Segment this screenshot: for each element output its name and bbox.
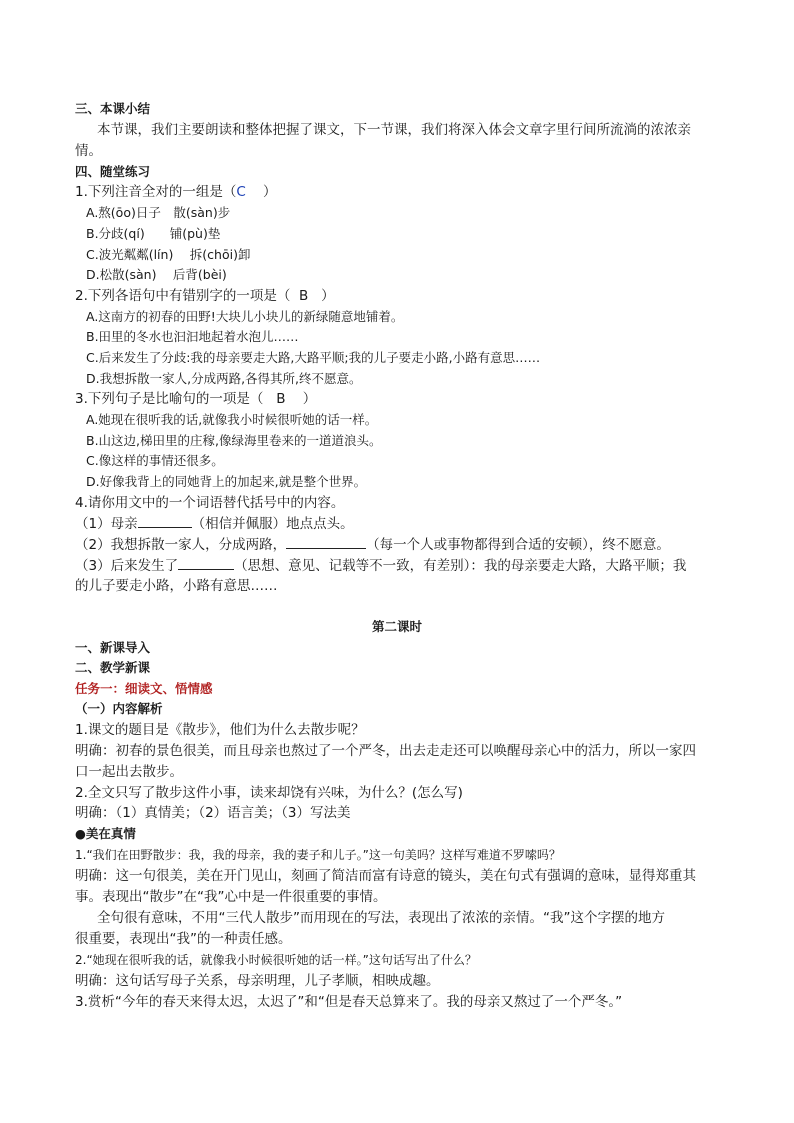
question-1-option-a: A.熬(ōo)日子 散(sàn)步 bbox=[86, 205, 231, 220]
beauty-answer-1-line2: 事。表现出“散步”在“我”心中是一件很重要的事情。 bbox=[75, 889, 387, 905]
question-3-stem: 3.下列句子是比喻句的一项是（ B ） bbox=[75, 391, 317, 407]
beauty-in-sincerity-heading: ●美在真情 bbox=[75, 826, 136, 841]
teaching-heading: 二、教学新课 bbox=[75, 660, 151, 675]
lesson-2-title: 第二课时 bbox=[371, 619, 422, 634]
beauty-question-1: 1.“我们在田野散步：我，我的母亲，我的妻子和儿子。”这一句美吗？这样写难道不罗嗦吗？ bbox=[75, 848, 561, 862]
task-1-heading: 任务一：细读文、悟情感 bbox=[75, 681, 213, 696]
question-4-item-3-continued: 的儿子要走小路，小路有意思…… bbox=[75, 578, 278, 594]
summary-paragraph-line2: 情。 bbox=[75, 143, 102, 159]
question-4-item-2: （2）我想拆散一家人，分成两路， （每一个人或事物都得到合适的安顿），终不愿意。 bbox=[75, 534, 670, 555]
question-3-answer: B bbox=[276, 391, 286, 407]
lesson-answer-1-line1: 明确：初春的景色很美，而且母亲也熬过了一个严冬，出去走走还可以唤醒母亲心中的活力，所以一家四 bbox=[75, 743, 696, 759]
question-2-option-b: B.田里的冬水也汩汩地起着水泡儿…… bbox=[86, 329, 299, 344]
content-analysis-heading: （一）内容解析 bbox=[75, 701, 163, 716]
question-2-option-c: C.后来发生了分歧:我的母亲要走大路,大路平顺;我的儿子要走小路,小路有意思…… bbox=[86, 350, 541, 365]
summary-paragraph-line1: 本节课，我们主要朗读和整体把握了课文，下一节课，我们将深入体会文章字里行间所流淌的浓浓亲 bbox=[97, 122, 691, 138]
question-3-option-d: D.好像我背上的同她背上的加起来,就是整个世界。 bbox=[86, 474, 367, 489]
question-3-option-b: B.山这边,梯田里的庄稼,像绿海里卷来的一道道浪头。 bbox=[86, 433, 382, 448]
question-2-option-d: D.我想拆散一家人,分成两路,各得其所,终不愿意。 bbox=[86, 371, 362, 386]
beauty-question-3: 3.赏析“今年的春天来得太迟，太迟了”和“但是春天总算来了。我的母亲又熬过了一个严冬。” bbox=[75, 994, 623, 1010]
question-1-option-d: D.松散(sàn) 后背(bèi) bbox=[86, 267, 227, 282]
question-1-option-c: C.波光粼粼(lín) 拆(chōi)卸 bbox=[86, 247, 251, 262]
question-3-option-a: A.她现在很听我的话,就像我小时候很听她的话一样。 bbox=[86, 412, 378, 427]
summary-heading: 三、本课小结 bbox=[75, 101, 151, 116]
answer-blank[interactable] bbox=[138, 513, 192, 528]
question-1-stem: 1.下列注音全对的一组是（C ） bbox=[75, 184, 277, 200]
practice-heading: 四、随堂练习 bbox=[75, 164, 151, 179]
question-1-answer: C bbox=[236, 184, 246, 200]
question-4-item-1: （1）母亲 （相信并佩服）地点点头。 bbox=[75, 513, 354, 534]
new-lesson-intro-heading: 一、新课导入 bbox=[75, 640, 151, 655]
question-4-item-3: （3）后来发生了 （思想、意见、记载等不一致，有差别）：我的母亲要走大路，大路平顺；我 bbox=[75, 555, 686, 576]
lesson-question-2: 2.全文只写了散步这件小事，读来却饶有兴味，为什么？(怎么写) bbox=[75, 785, 463, 801]
question-2-stem: 2.下列各语句中有错别字的一项是（ B ） bbox=[75, 288, 335, 304]
lesson-answer-1-line2: 口一起出去散步。 bbox=[75, 764, 183, 780]
beauty-answer-1-line4: 很重要，表现出“我”的一种责任感。 bbox=[75, 931, 292, 947]
beauty-question-2: 2.“她现在很听我的话，就像我小时候很听她的话一样。”这句话写出了什么？ bbox=[75, 953, 477, 967]
answer-blank[interactable] bbox=[286, 534, 366, 549]
lesson-answer-2: 明确：（1）真情美；（2）语言美；（3）写法美 bbox=[75, 805, 351, 821]
answer-blank[interactable] bbox=[178, 555, 234, 570]
beauty-answer-2: 明确：这句话写母子关系，母亲明理，儿子孝顺，相映成趣。 bbox=[75, 973, 440, 989]
question-1-option-b: B.分歧(qí) 铺(pù)垫 bbox=[86, 226, 221, 241]
question-4-stem: 4.请你用文中的一个词语替代括号中的内容。 bbox=[75, 495, 345, 511]
question-2-option-a: A.这南方的初春的田野!大块儿小块儿的新绿随意地铺着。 bbox=[86, 309, 404, 324]
lesson-question-1: 1.课文的题目是《散步》，他们为什么去散步呢？ bbox=[75, 722, 365, 738]
beauty-answer-1-line1: 明确：这一句很美，美在开门见山，刻画了简洁而富有诗意的镜头，美在句式有强调的意味，显得郑重其 bbox=[75, 868, 696, 884]
beauty-answer-1-line3: 全句很有意味，不用“三代人散步”而用现在的写法，表现出了浓浓的亲情。“我”这个字摆的地方 bbox=[97, 910, 665, 926]
question-3-option-c: C.像这样的事情还很多。 bbox=[86, 453, 224, 468]
question-2-answer: B bbox=[298, 288, 309, 304]
